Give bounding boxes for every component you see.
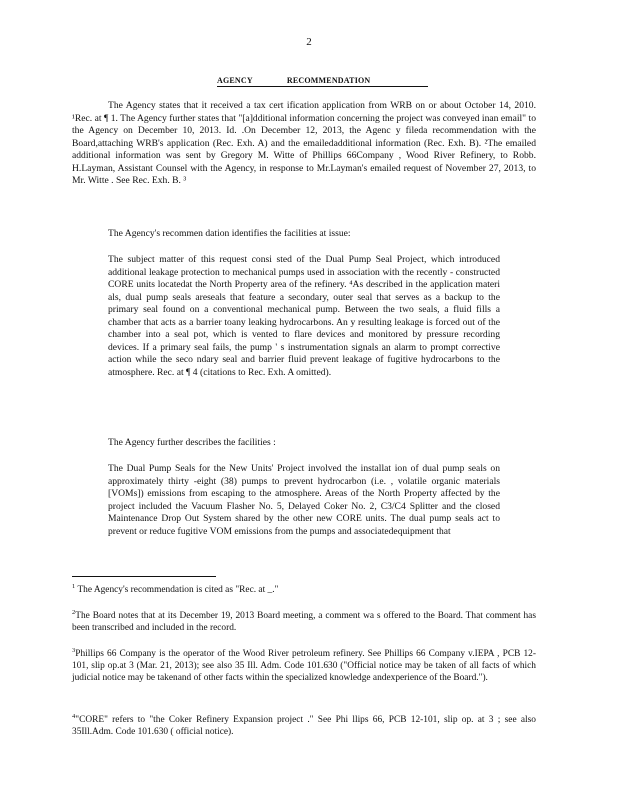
footnote-3-text: Phillips 66 Company is the operator of the Wood River petroleum refinery. See Phillips 66 Company v.IEPA , PCB 12-101, slip op.at 3 (Mar. 21, 2013); see also 35 Ill. Adm. Code 101.630 ("Official notice may be taken of all facts of which judicial notice may be takenand of other facts within the specialized knowledge andexperience of the Board.").: [72, 649, 536, 683]
heading-word-recommendation: RECOMMENDATION: [286, 76, 371, 85]
footnote-3: [72, 648, 536, 684]
footnote-mark-3: 3: [72, 646, 76, 654]
footnote-4-text: "CORE" refers to "the Coker Refinery Expansion project ." See Phi llips 66, PCB 12-101, slip op. at 3 ; see also 35Ill.Adm. Code 101.630 ( official notice).: [72, 715, 536, 737]
footnote-4: [72, 714, 536, 738]
paragraph-intro: The Agency states that it received a tax cert ification application from WRB on or about October 14, 2010. ¹Rec. at ¶ 1. The Agency further states that "[a]dditional information concerning the project was conveyed inan email" to the Agency on December 10, 2013. Id. .On December 12, 2013, the Agenc y fileda recommendation with the Board,attaching WRB's application (Rec. Exh. A) and the emailedadditional information (Rec. Exh. B). ²The emailed additional information was sent by Gregory M. Witte of Phillips 66Company , Wood River Refinery, to Robb. H.Layman, Assistant Counsel with the Agency, in response to Mr.Layman's emailed request of November 27, 2013, to Mr. Witte . See Rec. Exh. B. ³: [72, 100, 536, 186]
footnote-2: [72, 610, 536, 634]
paragraph-facilities-lead: The Agency's recommen dation identifies the facilities at issue:: [108, 228, 351, 239]
footnote-mark-1: 1: [72, 582, 76, 590]
footnote-mark-4: 4: [72, 712, 76, 720]
heading-word-agency: AGENCY: [217, 76, 253, 85]
section-heading: [217, 76, 428, 87]
block-quote-subject-matter: The subject matter of this request consi sted of the Dual Pump Seal Project, which introduced additional leakage protection to mechanical pumps used in association with the recently - constructed CORE units locatedat the North Property area of the refinery. ⁴As described in the application materi als, dual pump seals areseals that feature a secondary, outer seal that serves as a backup to the primary seal found on a conventional mechanical pump. Between the two seals, a fluid fills a chamber that acts as a barrier toany leaking hydrocarbons. An y resulting leakage is forced out of the chamber into a seal pot, which is vented to flare devices and monitored by pressure recording devices. If a primary seal fails, the pump ' s instrumentation signals an alarm to prompt corrective action while the seco ndary seal and barrier fluid prevent leakage of fugitive hydrocarbons to the atmosphere. Rec. at ¶ 4 (citations to Rec. Exh. A omitted).: [108, 254, 500, 378]
footnote-2-text: The Board notes that at its December 19, 2013 Board meeting, a comment wa s offered to the Board. That comment has been transcribed and included in the record.: [72, 611, 536, 633]
footnote-mark-2: 2: [72, 608, 76, 616]
page-number: 2: [306, 36, 312, 48]
block-quote-dual-pump-seals: The Dual Pump Seals for the New Units' Project involved the installat ion of dual pump seals on approximately thirty -eight (38) pumps to prevent hydrocarbon (i.e. , volatile organic materials [VOMs]) emissions from escaping to the atmosphere. Areas of the North Property affected by the project included the Vacuum Flasher No. 5, Delayed Coker No. 2, C3/C4 Splitter and the closed Maintenance Drop Out System shared by the other new CORE units. The dual pump seals act to prevent or reduce fugitive VOM emissions from the pumps and associatedequipment that: [108, 463, 500, 537]
footnote-separator: [72, 576, 216, 577]
paragraph-further-describes: The Agency further describes the facilities :: [108, 437, 276, 448]
footnote-1: [72, 584, 536, 596]
footnote-1-text: The Agency's recommendation is cited as "Rec. at _.": [77, 585, 279, 595]
